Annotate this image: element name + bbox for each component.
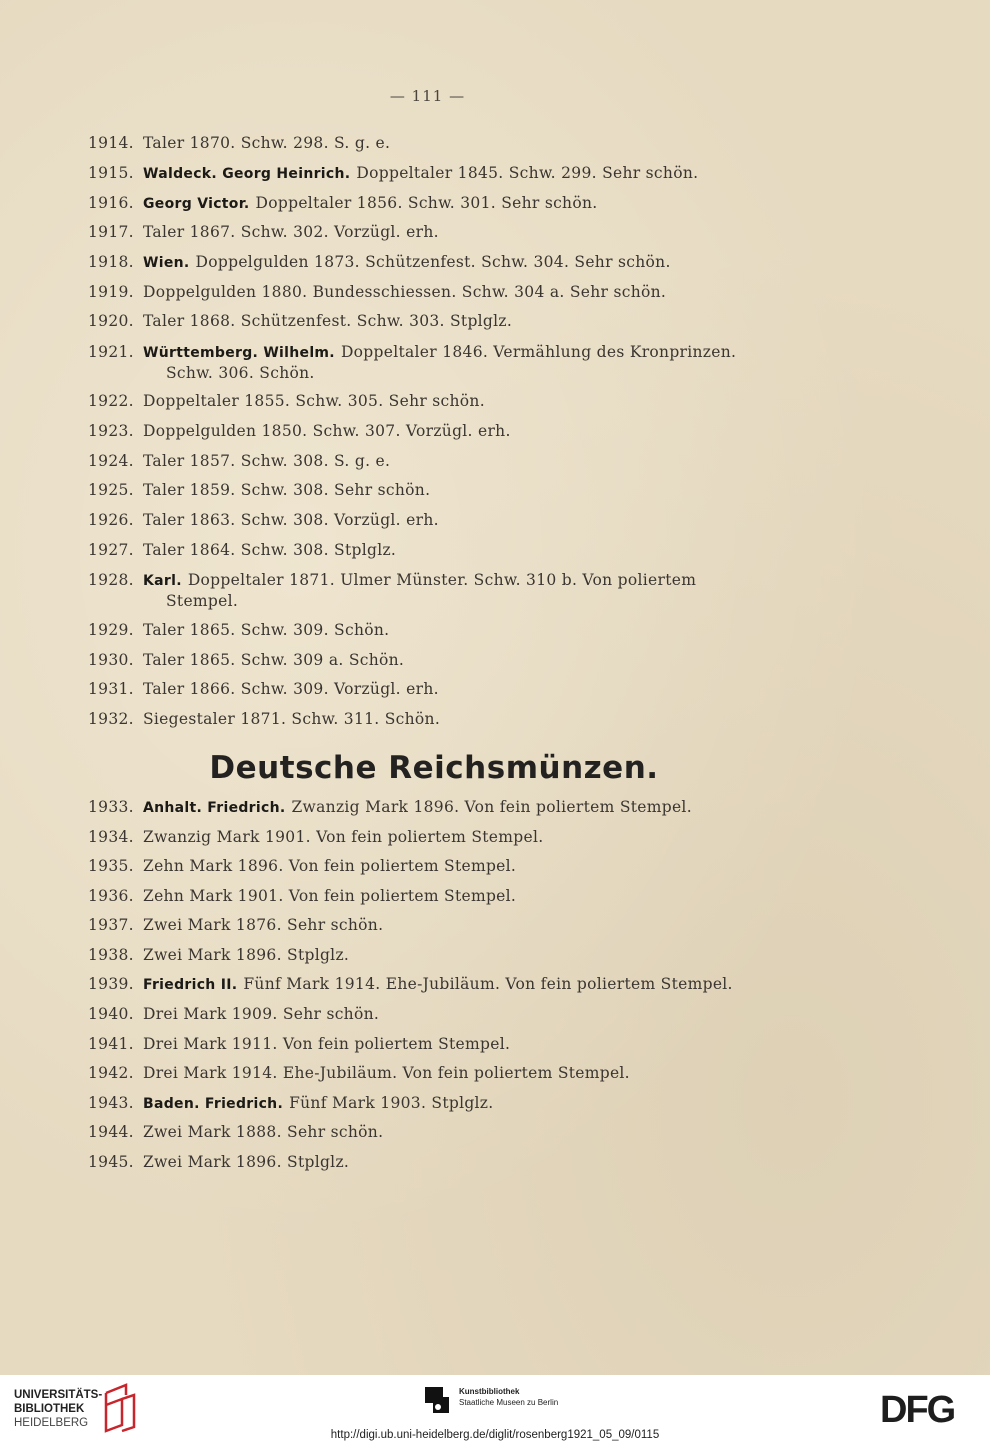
entry-description: Doppelgulden 1873. Schützenfest. Schw. 304. Sehr schön. <box>195 253 671 271</box>
catalog-entry <box>88 480 788 500</box>
entry-description: Taler 1868. Schützenfest. Schw. 303. Stplglz. <box>143 312 513 330</box>
entry-number: 1940. <box>88 1005 134 1023</box>
catalog-entry <box>88 133 788 153</box>
entry-description: Doppeltaler 1856. Schw. 301. Sehr schön. <box>255 194 598 212</box>
entry-description: Zwei Mark 1896. Stplglz. <box>143 1153 350 1171</box>
entry-description: Taler 1859. Schw. 308. Sehr schön. <box>143 481 431 499</box>
catalog-entry <box>88 945 788 965</box>
entry-number: 1922. <box>88 392 134 410</box>
kb-subtitle: Staatliche Museen zu Berlin <box>459 1398 559 1407</box>
catalog-entry <box>88 391 788 411</box>
catalog-entry <box>88 1034 788 1054</box>
entry-description: Taler 1865. Schw. 309 a. Schön. <box>143 651 405 669</box>
catalog-entry <box>88 1152 788 1172</box>
catalog-entry <box>88 342 788 383</box>
entry-number: 1934. <box>88 828 134 846</box>
entry-description: Fünf Mark 1914. Ehe-Jubiläum. Von fein poliertem Stempel. <box>243 975 733 993</box>
entry-number: 1935. <box>88 857 134 875</box>
entry-number: 1917. <box>88 223 134 241</box>
entry-number: 1930. <box>88 651 134 669</box>
catalog-entry <box>88 510 788 530</box>
entry-heading: Württemberg. Wilhelm. <box>143 345 335 361</box>
entry-number: 1933. <box>88 798 134 816</box>
entry-heading: Karl. <box>143 573 182 589</box>
entry-number: 1926. <box>88 511 134 529</box>
entry-number: 1918. <box>88 253 134 271</box>
catalog-entry <box>88 540 788 560</box>
entry-continuation: Schw. 306. Schön. <box>166 364 315 382</box>
entry-number: 1928. <box>88 571 134 589</box>
catalog-entry <box>88 679 788 699</box>
entry-number: 1936. <box>88 887 134 905</box>
entry-heading: Friedrich II. <box>143 977 238 993</box>
entry-number: 1939. <box>88 975 134 993</box>
catalog-entry <box>88 827 788 847</box>
catalog-entry <box>88 974 788 995</box>
entry-number: 1944. <box>88 1123 134 1141</box>
entry-number: 1924. <box>88 452 134 470</box>
catalog-entry <box>88 620 788 640</box>
entry-description: Taler 1866. Schw. 309. Vorzügl. erh. <box>143 680 439 698</box>
footer-bar <box>0 1375 990 1443</box>
entry-number: 1943. <box>88 1094 134 1112</box>
catalog-entry <box>88 451 788 471</box>
entry-number: 1931. <box>88 680 134 698</box>
entry-heading: Waldeck. Georg Heinrich. <box>143 166 351 182</box>
catalog-entry <box>88 1093 788 1114</box>
dfg-logo[interactable]: DFG <box>880 1389 955 1431</box>
entry-description: Taler 1864. Schw. 308. Stplglz. <box>143 541 397 559</box>
entry-heading: Georg Victor. <box>143 196 250 212</box>
entry-continuation: Stempel. <box>166 592 239 610</box>
entry-description: Doppeltaler 1846. Vermählung des Kronprinzen. <box>340 343 737 361</box>
entry-number: 1925. <box>88 481 134 499</box>
entry-description: Doppeltaler 1871. Ulmer Münster. Schw. 310 b. Von poliertem <box>187 571 697 589</box>
entry-number: 1927. <box>88 541 134 559</box>
uni-name-line-1: UNIVERSITÄTS- <box>14 1389 103 1401</box>
entry-number: 1945. <box>88 1153 134 1171</box>
university-library-logo[interactable] <box>14 1388 102 1430</box>
entry-number: 1920. <box>88 312 134 330</box>
entry-description: Zwanzig Mark 1901. Von fein poliertem Stempel. <box>143 828 544 846</box>
catalog-entry <box>88 222 788 242</box>
entry-description: Taler 1863. Schw. 308. Vorzügl. erh. <box>143 511 439 529</box>
entry-number: 1916. <box>88 194 134 212</box>
entry-description: Taler 1870. Schw. 298. S. g. e. <box>143 134 391 152</box>
entry-number: 1941. <box>88 1035 134 1053</box>
entry-number: 1919. <box>88 283 134 301</box>
page-number: — 111 — <box>389 87 466 105</box>
catalog-entry <box>88 193 788 214</box>
kunstbibliothek-emblem-icon <box>423 1385 451 1415</box>
library-mark-icon <box>100 1383 138 1435</box>
catalog-entry <box>88 282 788 302</box>
catalog-entry <box>88 421 788 441</box>
entry-description: Doppeltaler 1855. Schw. 305. Sehr schön. <box>143 392 485 410</box>
entry-number: 1923. <box>88 422 134 440</box>
entry-description: Doppeltaler 1845. Schw. 299. Sehr schön. <box>356 164 699 182</box>
entry-description: Zwei Mark 1888. Sehr schön. <box>143 1123 384 1141</box>
catalog-entry <box>88 163 788 184</box>
entry-heading: Baden. Friedrich. <box>143 1096 284 1112</box>
entry-description: Zwanzig Mark 1896. Von fein poliertem Stempel. <box>291 798 692 816</box>
catalog-entry <box>88 915 788 935</box>
catalog-entry <box>88 797 788 818</box>
kb-title: Kunstbibliothek <box>459 1387 520 1396</box>
entry-description: Zwei Mark 1896. Stplglz. <box>143 946 350 964</box>
catalog-entry <box>88 1122 788 1142</box>
entry-description: Taler 1857. Schw. 308. S. g. e. <box>143 452 391 470</box>
entry-description: Doppelgulden 1880. Bundesschiessen. Schw. 304 a. Sehr schön. <box>143 283 667 301</box>
permalink-url[interactable]: http://digi.ub.uni-heidelberg.de/diglit/rosenberg1921_05_09/0115 <box>330 1429 660 1441</box>
entry-description: Drei Mark 1914. Ehe-Jubiläum. Von fein poliertem Stempel. <box>143 1064 630 1082</box>
uni-name-line-3: HEIDELBERG <box>14 1417 89 1429</box>
catalog-entry <box>88 1004 788 1024</box>
section-heading: Deutsche Reichsmünzen. <box>209 750 659 786</box>
entry-number: 1938. <box>88 946 134 964</box>
entry-description: Drei Mark 1911. Von fein poliertem Stempel. <box>143 1035 511 1053</box>
entry-description: Zehn Mark 1901. Von fein poliertem Stempel. <box>143 887 517 905</box>
entry-number: 1932. <box>88 710 134 728</box>
entry-description: Taler 1867. Schw. 302. Vorzügl. erh. <box>143 223 439 241</box>
uni-name-line-2: BIBLIOTHEK <box>14 1403 85 1415</box>
entry-description: Siegestaler 1871. Schw. 311. Schön. <box>143 710 441 728</box>
entry-description: Taler 1865. Schw. 309. Schön. <box>143 621 390 639</box>
catalog-entry <box>88 311 788 331</box>
catalog-entry <box>88 570 788 611</box>
entry-description: Zwei Mark 1876. Sehr schön. <box>143 916 384 934</box>
entry-heading: Anhalt. Friedrich. <box>143 800 286 816</box>
entry-number: 1942. <box>88 1064 134 1082</box>
catalog-entry <box>88 252 788 273</box>
entry-number: 1915. <box>88 164 134 182</box>
entry-heading: Wien. <box>143 255 190 271</box>
entry-description: Zehn Mark 1896. Von fein poliertem Stempel. <box>143 857 517 875</box>
catalog-entry <box>88 1063 788 1083</box>
catalog-entry <box>88 886 788 906</box>
entry-description: Doppelgulden 1850. Schw. 307. Vorzügl. erh. <box>143 422 511 440</box>
entry-number: 1914. <box>88 134 134 152</box>
entry-description: Drei Mark 1909. Sehr schön. <box>143 1005 380 1023</box>
entry-number: 1937. <box>88 916 134 934</box>
catalog-entry <box>88 856 788 876</box>
catalog-entry <box>88 650 788 670</box>
entry-description: Fünf Mark 1903. Stplglz. <box>289 1094 494 1112</box>
catalog-entry <box>88 709 788 729</box>
entry-number: 1929. <box>88 621 134 639</box>
entry-number: 1921. <box>88 343 134 361</box>
